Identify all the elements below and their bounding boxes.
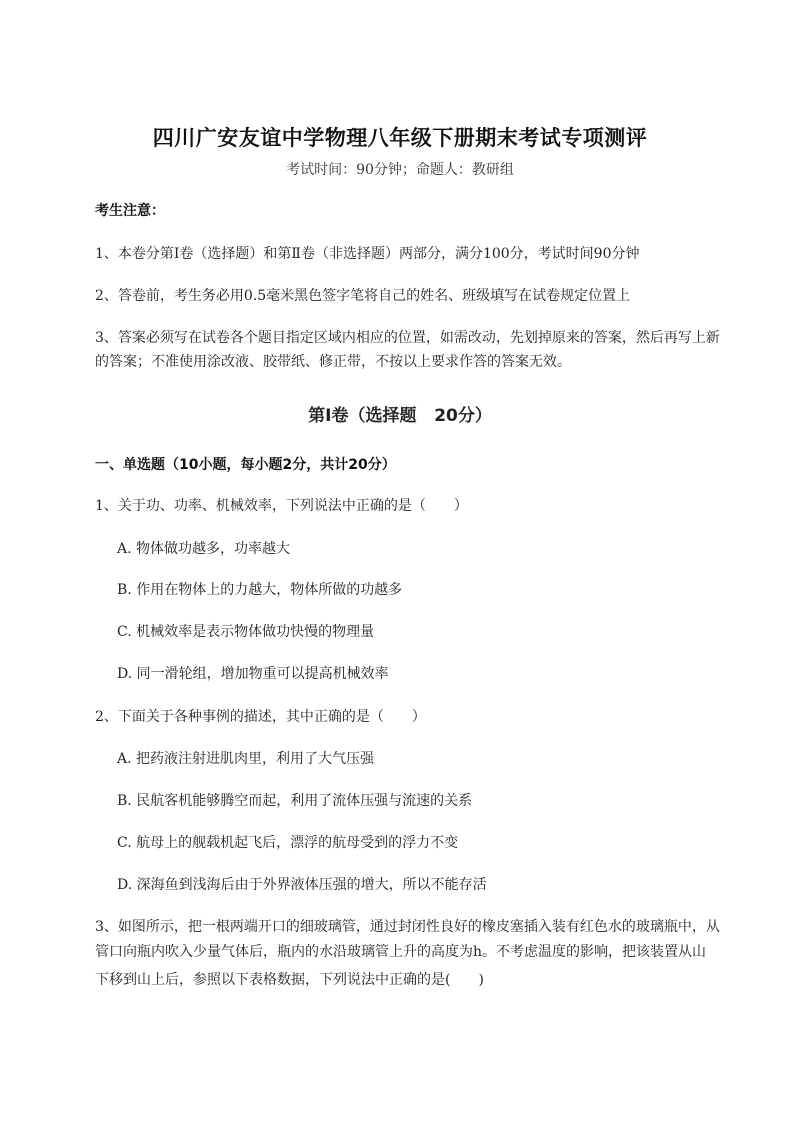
option-d: D. 同一滑轮组，增加物重可以提高机械效率 — [117, 666, 389, 682]
question-stem: 管口向瓶内吹入少量气体后，瓶内的水沿玻璃管上升的高度为h。不考虑温度的影响，把该装置从山 — [95, 944, 707, 960]
notice-item: 1、本卷分第Ⅰ卷（选择题）和第Ⅱ卷（非选择题）两部分，满分100分，考试时间90分钟 — [95, 246, 640, 262]
notice-item: 2、答卷前，考生务必用0.5毫米黑色签字笔将自己的姓名、班级填写在试卷规定位置上 — [95, 288, 631, 304]
option-b: B. 民航客机能够腾空而起，利用了流体压强与流速的关系 — [117, 793, 473, 809]
option-c: C. 机械效率是表示物体做功快慢的物理量 — [117, 624, 375, 640]
section-title: 第Ⅰ卷（选择题 20分） — [308, 406, 492, 426]
option-a: A. 物体做功越多，功率越大 — [117, 541, 291, 557]
question-stem: 下移到山上后，参照以下表格数据，下列说法中正确的是( ) — [95, 972, 484, 988]
page-subtitle: 考试时间：90分钟；命题人：教研组 — [286, 162, 514, 178]
notice-heading: 考生注意： — [95, 203, 165, 219]
question-stem: 3、如图所示，把一根两端开口的细玻璃管，通过封闭性良好的橡皮塞插入装有红色水的玻璃瓶中，从 — [95, 919, 720, 935]
option-b: B. 作用在物体上的力越大，物体所做的功越多 — [117, 582, 403, 598]
option-a: A. 把药液注射进肌肉里，利用了大气压强 — [117, 751, 375, 767]
option-d: D. 深海鱼到浅海后由于外界液体压强的增大，所以不能存活 — [117, 877, 487, 893]
question-stem: 2、下面关于各种事例的描述，其中正确的是（ ） — [95, 709, 426, 725]
question-stem: 1、关于功、功率、机械效率，下列说法中正确的是（ ） — [95, 498, 468, 514]
notice-item: 的答案；不准使用涂改液、胶带纸、修正带，不按以上要求作答的答案无效。 — [95, 354, 571, 370]
notice-item: 3、答案必须写在试卷各个题目指定区域内相应的位置，如需改动，先划掉原来的答案，然后再写上新 — [95, 330, 720, 346]
part-heading: 一、单选题（10小题，每小题2分，共计20分） — [95, 457, 396, 473]
page-title: 四川广安友谊中学物理八年级下册期末考试专项测评 — [152, 126, 648, 150]
option-c: C. 航母上的舰载机起飞后，漂浮的航母受到的浮力不变 — [117, 835, 459, 851]
